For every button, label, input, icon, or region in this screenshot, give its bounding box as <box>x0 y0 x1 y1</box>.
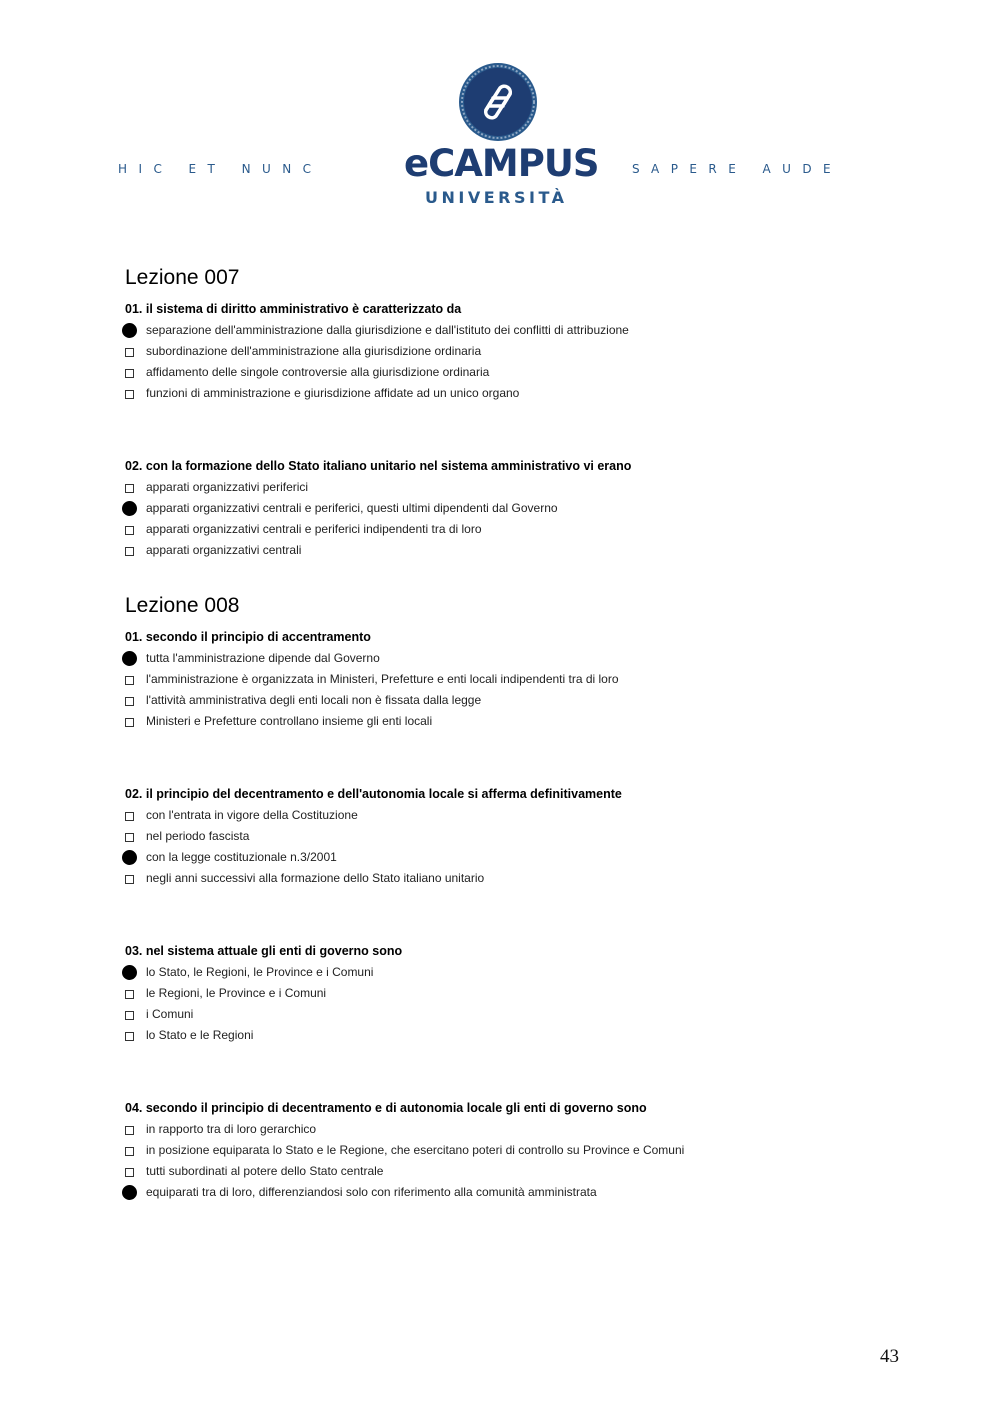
answer-option[interactable] <box>125 498 925 519</box>
motto-right: S A P E R E A U D E <box>632 162 831 176</box>
answer-text: in posizione equiparata lo Stato e le Regione, che esercitano poteri di controllo su Province e Comuni <box>146 1143 685 1157</box>
answer-text: in rapporto tra di loro gerarchico <box>146 1122 317 1136</box>
question-text: 01. secondo il principio di accentramento <box>125 630 371 644</box>
brand-logo-text: eCAMPUS <box>404 142 599 185</box>
brand-subtitle: UNIVERSITÀ <box>425 188 568 207</box>
checkbox-icon <box>125 1011 134 1020</box>
ecampus-seal-logo <box>458 62 538 142</box>
selected-answer-dot-icon <box>122 323 137 338</box>
answer-text: tutta l'amministrazione dipende dal Governo <box>146 651 380 665</box>
answer-option[interactable] <box>125 1140 925 1161</box>
question-text: 03. nel sistema attuale gli enti di governo sono <box>125 944 403 958</box>
selected-answer-dot-icon <box>122 850 137 865</box>
checkbox-icon <box>125 697 134 706</box>
answer-option[interactable] <box>125 868 925 889</box>
answer-option[interactable] <box>125 1025 925 1046</box>
answer-option[interactable] <box>125 805 925 826</box>
checkbox-icon <box>125 875 134 884</box>
answer-text: l'amministrazione è organizzata in Ministeri, Prefetture e enti locali indipendenti tra di loro <box>146 672 619 686</box>
answer-option[interactable] <box>125 320 925 341</box>
selected-answer-dot-icon <box>122 651 137 666</box>
answer-text: apparati organizzativi centrali e periferici, questi ultimi dipendenti dal Governo <box>146 501 558 515</box>
answer-text: equiparati tra di loro, differenziandosi solo con riferimento alla comunità amministrata <box>146 1185 597 1199</box>
answer-text: tutti subordinati al potere dello Stato centrale <box>146 1164 384 1178</box>
checkbox-icon <box>125 718 134 727</box>
question <box>125 1098 925 1203</box>
selected-answer-dot-icon <box>122 965 137 980</box>
lesson-title: Lezione 007 <box>125 266 240 289</box>
answer-option[interactable] <box>125 826 925 847</box>
question-text: 02. con la formazione dello Stato italiano unitario nel sistema amministrativo vi erano <box>125 459 632 473</box>
answer-option[interactable] <box>125 519 925 540</box>
question <box>125 941 925 1046</box>
lesson-title: Lezione 008 <box>125 594 240 617</box>
answer-text: apparati organizzativi periferici <box>146 480 309 494</box>
question <box>125 299 925 404</box>
answer-option[interactable] <box>125 1004 925 1025</box>
answer-option[interactable] <box>125 983 925 1004</box>
question-text: 01. il sistema di diritto amministrativo è caratterizzato da <box>125 302 462 316</box>
motto-left: H I C E T N U N C <box>118 162 312 176</box>
question-text: 04. secondo il principio di decentramento e di autonomia locale gli enti di governo sono <box>125 1101 647 1115</box>
answer-text: funzioni di amministrazione e giurisdizione affidate ad un unico organo <box>146 386 520 400</box>
checkbox-icon <box>125 526 134 535</box>
answer-text: apparati organizzativi centrali <box>146 543 302 557</box>
answer-option[interactable] <box>125 362 925 383</box>
question-text: 02. il principio del decentramento e dell'autonomia locale si afferma definitivamente <box>125 787 622 801</box>
answer-text: lo Stato e le Regioni <box>146 1028 254 1042</box>
answer-text: le Regioni, le Province e i Comuni <box>146 986 327 1000</box>
answer-text: con l'entrata in vigore della Costituzione <box>146 808 358 822</box>
answer-text: negli anni successivi alla formazione dello Stato italiano unitario <box>146 871 485 885</box>
answer-option[interactable] <box>125 540 925 561</box>
checkbox-icon <box>125 833 134 842</box>
checkbox-icon <box>125 348 134 357</box>
checkbox-icon <box>125 484 134 493</box>
page-header <box>0 0 1000 215</box>
selected-answer-dot-icon <box>122 1185 137 1200</box>
answer-text: separazione dell'amministrazione dalla giurisdizione e dall'istituto dei conflitti di attribuzione <box>146 323 629 337</box>
question <box>125 456 925 561</box>
answer-text: l'attività amministrativa degli enti locali non è fissata dalla legge <box>146 693 482 707</box>
answer-text: i Comuni <box>146 1007 194 1021</box>
answer-option[interactable] <box>125 648 925 669</box>
checkbox-icon <box>125 1147 134 1156</box>
checkbox-icon <box>125 1126 134 1135</box>
answer-text: apparati organizzativi centrali e periferici indipendenti tra di loro <box>146 522 482 536</box>
selected-answer-dot-icon <box>122 501 137 516</box>
answer-option[interactable] <box>125 1119 925 1140</box>
checkbox-icon <box>125 369 134 378</box>
checkbox-icon <box>125 1032 134 1041</box>
quiz-content <box>125 263 925 1255</box>
answer-text: subordinazione dell'amministrazione alla giurisdizione ordinaria <box>146 344 482 358</box>
checkbox-icon <box>125 676 134 685</box>
answer-text: Ministeri e Prefetture controllano insieme gli enti locali <box>146 714 433 728</box>
question <box>125 784 925 889</box>
question <box>125 627 925 732</box>
answer-option[interactable] <box>125 711 925 732</box>
answer-option[interactable] <box>125 477 925 498</box>
checkbox-icon <box>125 990 134 999</box>
checkbox-icon <box>125 1168 134 1177</box>
answer-text: con la legge costituzionale n.3/2001 <box>146 850 337 864</box>
answer-option[interactable] <box>125 1161 925 1182</box>
answer-option[interactable] <box>125 962 925 983</box>
checkbox-icon <box>125 547 134 556</box>
checkbox-icon <box>125 390 134 399</box>
answer-option[interactable] <box>125 341 925 362</box>
checkbox-icon <box>125 812 134 821</box>
answer-option[interactable] <box>125 669 925 690</box>
answer-option[interactable] <box>125 383 925 404</box>
page-number: 43 <box>880 1346 899 1367</box>
answer-option[interactable] <box>125 847 925 868</box>
answer-text: nel periodo fascista <box>146 829 250 843</box>
answer-text: affidamento delle singole controversie alla giurisdizione ordinaria <box>146 365 490 379</box>
answer-option[interactable] <box>125 690 925 711</box>
answer-text: lo Stato, le Regioni, le Province e i Comuni <box>146 965 374 979</box>
answer-option[interactable] <box>125 1182 925 1203</box>
